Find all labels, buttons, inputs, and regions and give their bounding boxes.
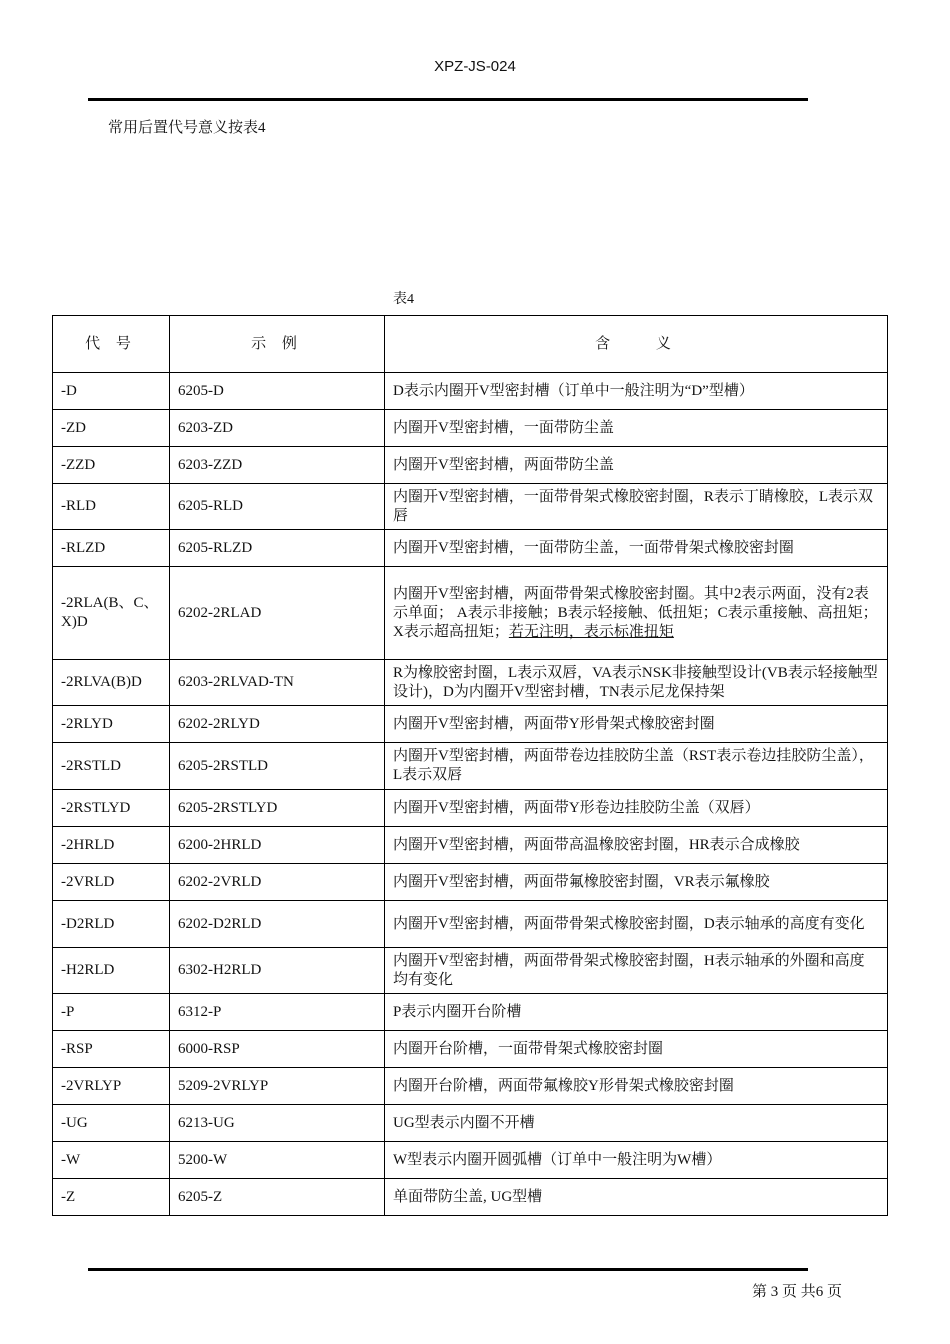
meaning-text: 内圈开V型密封槽，两面带氟橡胶密封圈，VR表示氟橡胶: [393, 873, 770, 890]
meaning-text: 内圈开台阶槽，一面带骨架式橡胶密封圈: [393, 1040, 664, 1057]
cell-meaning: [385, 410, 888, 447]
cell-meaning: [385, 484, 888, 530]
table-row: [53, 743, 888, 790]
meaning-text: R为橡胶密封圈，L表示双唇，VA表示NSK非接触型设计(VB表示轻接触型设计)，D为内圈开V型密封槽，TN表示尼龙保持架: [393, 664, 878, 700]
document-id: XPZ-JS-024: [434, 58, 516, 75]
cell-code: -ZZD: [53, 447, 170, 484]
cell-meaning: [385, 373, 888, 410]
cell-code: -2RSTLD: [53, 743, 170, 790]
table-row: [53, 706, 888, 743]
table-row: [53, 864, 888, 901]
meaning-text: 内圈开V型密封槽，两面带骨架式橡胶密封圈。其中2表示两面，没有2表示单面； A表示非接触；B表示轻接触、低扭矩；C表示重接触、高扭矩；X表示超高扭矩；: [393, 585, 878, 640]
header-meaning: 含 义: [385, 316, 888, 373]
cell-code: -2RLVA(B)D: [53, 660, 170, 706]
cell-example: 5200-W: [170, 1142, 385, 1179]
table-row: [53, 901, 888, 948]
cell-example: 6202-2RLYD: [170, 706, 385, 743]
table-row: [53, 827, 888, 864]
meaning-text: 内圈开V型密封槽，两面带高温橡胶密封圈，HR表示合成橡胶: [393, 836, 800, 853]
table-row: [53, 1031, 888, 1068]
cell-meaning: [385, 864, 888, 901]
cell-meaning: [385, 1142, 888, 1179]
cell-code: -Z: [53, 1179, 170, 1216]
meaning-text: 内圈开V型密封槽，一面带防尘盖: [393, 419, 614, 436]
cell-meaning: [385, 1179, 888, 1216]
cell-code: -D: [53, 373, 170, 410]
cell-code: -2RSTLYD: [53, 790, 170, 827]
page-number: 第 3 页 共6 页: [752, 1284, 843, 1300]
cell-meaning: [385, 660, 888, 706]
meaning-note-underlined: 若无注明，表示标准扭矩: [508, 623, 674, 640]
table-row: [53, 790, 888, 827]
table-header-row: [53, 316, 888, 373]
table-row: [53, 567, 888, 660]
cell-meaning: [385, 948, 888, 994]
cell-example: 6302-H2RLD: [170, 948, 385, 994]
header-rule: [88, 98, 808, 101]
footer-rule: [88, 1268, 808, 1271]
cell-example: 6203-ZD: [170, 410, 385, 447]
meaning-text: W型表示内圈开圆弧槽（订单中一般注明为W槽）: [393, 1151, 722, 1168]
cell-meaning: [385, 447, 888, 484]
cell-meaning: [385, 706, 888, 743]
meaning-text: 内圈开V型密封槽，一面带骨架式橡胶密封圈，R表示丁睛橡胶，L表示双唇: [393, 488, 874, 524]
cell-code: -D2RLD: [53, 901, 170, 948]
cell-meaning: [385, 567, 888, 660]
table-row: [53, 373, 888, 410]
cell-code: -P: [53, 994, 170, 1031]
cell-meaning: [385, 530, 888, 567]
cell-example: 6205-RLZD: [170, 530, 385, 567]
cell-meaning: [385, 743, 888, 790]
meaning-text: 内圈开V型密封槽，两面带防尘盖: [393, 456, 614, 473]
cell-code: -RLD: [53, 484, 170, 530]
cell-code: -ZD: [53, 410, 170, 447]
cell-code: -2VRLD: [53, 864, 170, 901]
meaning-text: 内圈开台阶槽，两面带氟橡胶Y形骨架式橡胶密封圈: [393, 1077, 734, 1094]
cell-code: -RLZD: [53, 530, 170, 567]
cell-example: 6200-2HRLD: [170, 827, 385, 864]
table-row: [53, 1068, 888, 1105]
cell-code: -UG: [53, 1105, 170, 1142]
cell-example: 6205-2RSTLD: [170, 743, 385, 790]
table-row: [53, 1179, 888, 1216]
meaning-text: 内圈开V型密封槽，两面带Y形骨架式橡胶密封圈: [393, 715, 715, 732]
meaning-text: 内圈开V型密封槽，一面带防尘盖，一面带骨架式橡胶密封圈: [393, 539, 794, 556]
cell-example: 6205-RLD: [170, 484, 385, 530]
cell-meaning: [385, 901, 888, 948]
cell-code: -2RLA(B、C、X)D: [53, 567, 170, 660]
table-row: [53, 660, 888, 706]
cell-code: -2RLYD: [53, 706, 170, 743]
cell-example: 5209-2VRLYP: [170, 1068, 385, 1105]
cell-example: 6202-2VRLD: [170, 864, 385, 901]
meaning-text: 内圈开V型密封槽，两面带卷边挂胶防尘盖（RST表示卷边挂胶防尘盖），L表示双唇: [393, 748, 874, 783]
meaning-text: UG型表示内圈不开槽: [393, 1114, 535, 1131]
cell-example: 6202-D2RLD: [170, 901, 385, 948]
table-row: [53, 447, 888, 484]
cell-code: -W: [53, 1142, 170, 1179]
table-row: [53, 1142, 888, 1179]
cell-example: 6213-UG: [170, 1105, 385, 1142]
meaning-text: 内圈开V型密封槽，两面带骨架式橡胶密封圈，D表示轴承的高度有变化: [393, 915, 865, 932]
cell-code: -2HRLD: [53, 827, 170, 864]
table-body: [53, 373, 888, 1216]
table-row: [53, 1105, 888, 1142]
suffix-code-table: [52, 315, 888, 1216]
cell-example: 6203-2RLVAD-TN: [170, 660, 385, 706]
cell-meaning: [385, 1105, 888, 1142]
meaning-text: D表示内圈开V型密封槽（订单中一般注明为“D”型槽）: [393, 382, 754, 399]
meaning-text: P表示内圈开台阶槽: [393, 1003, 522, 1020]
cell-example: 6312-P: [170, 994, 385, 1031]
header-code: 代 号: [53, 316, 170, 373]
cell-code: -2VRLYP: [53, 1068, 170, 1105]
cell-meaning: [385, 1031, 888, 1068]
cell-meaning: [385, 994, 888, 1031]
cell-meaning: [385, 827, 888, 864]
cell-example: 6000-RSP: [170, 1031, 385, 1068]
table-row: [53, 994, 888, 1031]
cell-example: 6205-D: [170, 373, 385, 410]
table-caption: 表4: [393, 292, 414, 307]
cell-example: 6205-2RSTLYD: [170, 790, 385, 827]
cell-code: -RSP: [53, 1031, 170, 1068]
table-row: [53, 484, 888, 530]
table-row: [53, 530, 888, 567]
meaning-text: 内圈开V型密封槽，两面带骨架式橡胶密封圈，H表示轴承的外圈和高度均有变化: [393, 952, 865, 988]
meaning-text: 内圈开V型密封槽，两面带Y形卷边挂胶防尘盖（双唇）: [393, 799, 760, 816]
header-example: 示 例: [170, 316, 385, 373]
cell-meaning: [385, 1068, 888, 1105]
table-row: [53, 410, 888, 447]
cell-example: 6205-Z: [170, 1179, 385, 1216]
intro-text: 常用后置代号意义按表4: [108, 120, 266, 136]
table-row: [53, 948, 888, 994]
meaning-text: 单面带防尘盖, UG型槽: [393, 1188, 543, 1205]
cell-meaning: [385, 790, 888, 827]
cell-example: 6202-2RLAD: [170, 567, 385, 660]
cell-example: 6203-ZZD: [170, 447, 385, 484]
cell-code: -H2RLD: [53, 948, 170, 994]
